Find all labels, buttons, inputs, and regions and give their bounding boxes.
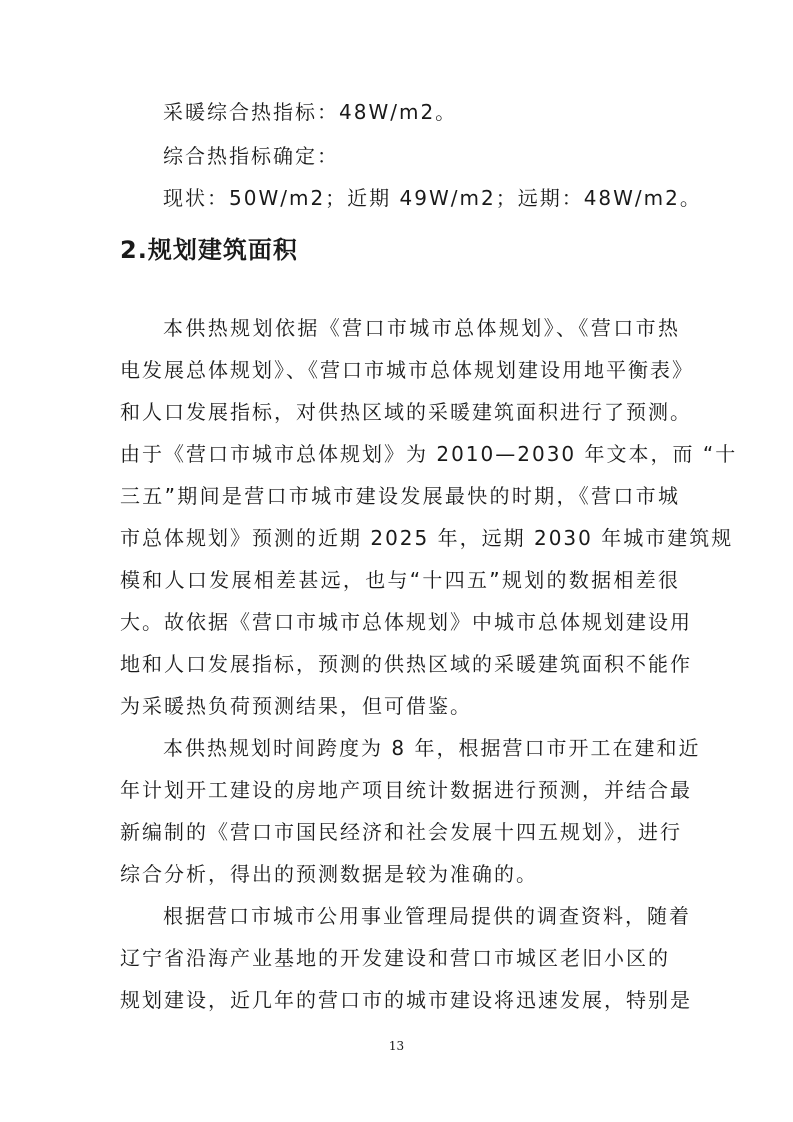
text-line: 由于《营口市城市总体规划》为 2010—2030 年文本，而 “十 xyxy=(120,442,738,466)
text-line: 现状：50W/m2；近期 49W/m2；远期：48W/m2。 xyxy=(163,186,702,210)
text-line: 市总体规划》预测的近期 2025 年，远期 2030 年城市建筑规 xyxy=(120,526,734,550)
text-line: 为采暖热负荷预测结果，但可借鉴。 xyxy=(120,694,472,718)
text-line: 综合分析，得出的预测数据是较为准确的。 xyxy=(120,862,538,886)
text-line: 和人口发展指标，对供热区域的采暖建筑面积进行了预测。 xyxy=(120,400,692,424)
text-line: 综合热指标确定： xyxy=(163,144,339,168)
text-line: 本供热规划依据《营口市城市总体规划》、《营口市热 xyxy=(163,316,680,340)
text-line: 大。故依据《营口市城市总体规划》中城市总体规划建设用 xyxy=(120,610,692,634)
section-heading: 2.规划建筑面积 xyxy=(120,236,298,264)
text-line: 电发展总体规划》、《营口市城市总体规划建设用地平衡表》 xyxy=(120,358,694,382)
text-line: 辽宁省沿海产业基地的开发建设和营口市城区老旧小区的 xyxy=(120,946,670,970)
text-line: 采暖综合热指标：48W/m2。 xyxy=(163,100,458,124)
text-line: 新编制的《营口市国民经济和社会发展十四五规划》，进行 xyxy=(120,820,682,844)
text-line: 本供热规划时间跨度为 8 年，根据营口市开工在建和近 xyxy=(163,736,701,760)
text-line: 年计划开工建设的房地产项目统计数据进行预测，并结合最 xyxy=(120,778,692,802)
text-line: 模和人口发展相差甚远，也与“十四五”规划的数据相差很 xyxy=(120,568,680,592)
text-line: 三五”期间是营口市城市建设发展最快的时期，《营口市城 xyxy=(120,484,680,508)
text-line: 根据营口市城市公用事业管理局提供的调查资料，随着 xyxy=(163,904,691,928)
text-line: 规划建设，近几年的营口市的城市建设将迅速发展，特别是 xyxy=(120,988,692,1012)
page-number: 13 xyxy=(388,1039,405,1053)
text-line: 地和人口发展指标，预测的供热区域的采暖建筑面积不能作 xyxy=(120,652,692,676)
